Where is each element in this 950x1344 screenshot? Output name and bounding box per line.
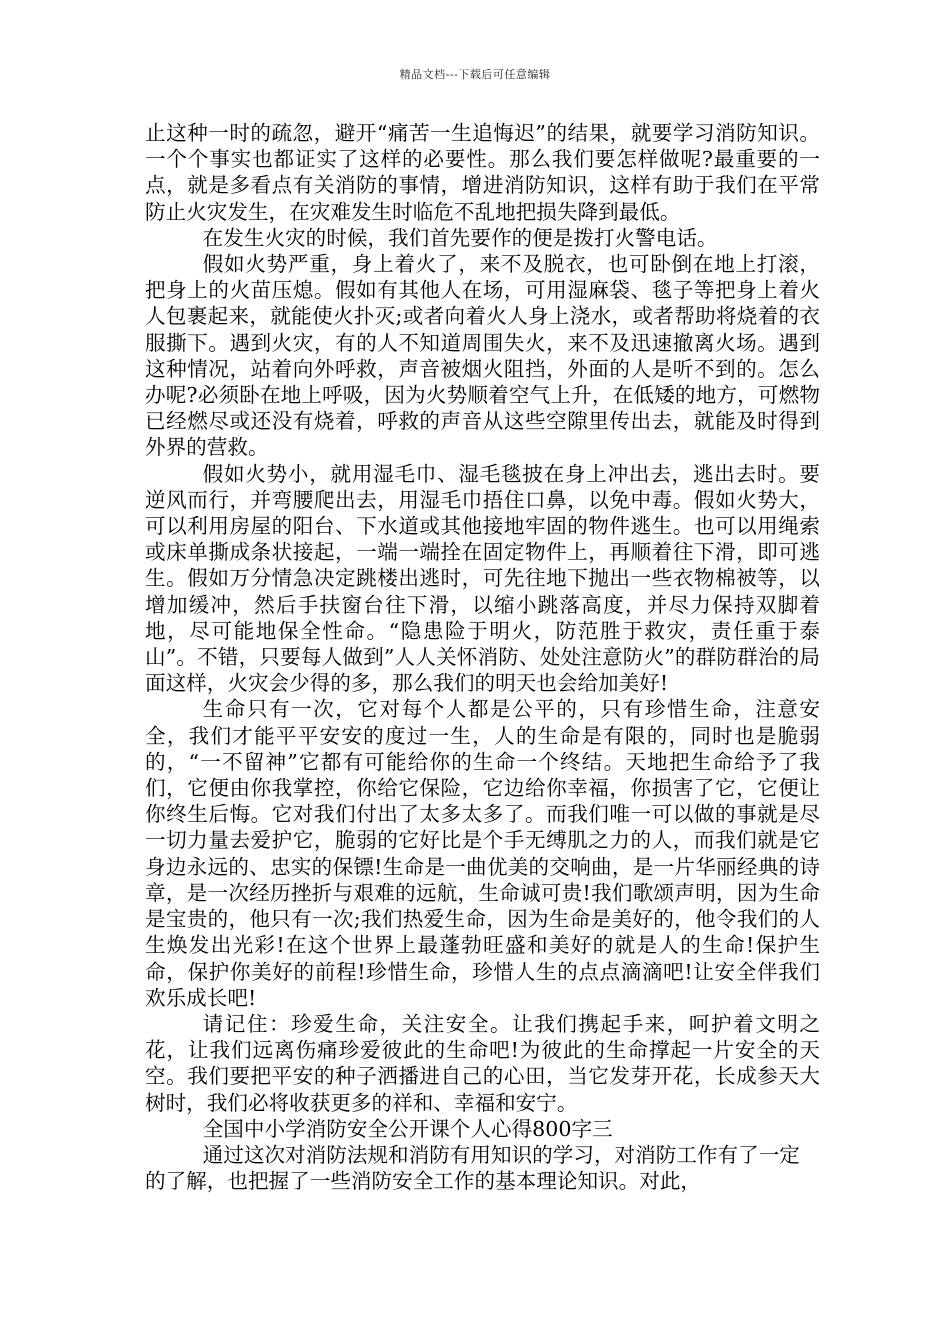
section-heading: 全国中小学消防安全公开课个人心得800字三 <box>202 1116 613 1141</box>
page-header: 精品文档---下载后可任意编辑 <box>399 68 551 81</box>
paragraph-3: 假如火势严重，身上着火了，来不及脱衣，也可卧倒在地上打滚，把身上的火苗压熄。假如有其他人在场，可用湿麻袋、毯子等把身上着火人包裹起来，就能使火扑灭;或者向着火人身上浇水，或者帮助将烧着的衣服撕下。遇到火灾，有的人不知道周围失火，来不及迅速撤离火场。遇到这种情况，站着向外呼救，声音被烟火阻挡，外面的人是听不到的。怎么办呢?必须卧在地上呼吸，因为火势顺着空气上升，在低矮的地方，可燃物已经燃尽或还没有烧着，呼救的声音从这些空隙里传出去，就能及时得到外界的营救。 <box>145 252 820 460</box>
paragraph-5: 生命只有一次，它对每个人都是公平的，只有珍惜生命，注意安全，我们才能平平安安的度过一生，人的生命是有限的，同时也是脆弱的，“一不留神”它都有可能给你的生命一个终结。天地把生命给予了我们，它便由你我掌控，你给它保险，它边给你幸福，你损害了它，它便让你终生后悔。它对我们付出了太多太多了。而我们唯一可以做的事就是尽一切力量去爱护它，脆弱的它好比是个手无缚肌之力的人，而我们就是它身边永远的、忠实的保镖!生命是一曲优美的交响曲，是一片华丽经典的诗章，是一次经历挫折与艰难的远航，生命诚可贵!我们歌颂声明，因为生命是宝贵的，他只有一次;我们热爱生命，因为生命是美好的，他令我们的人生焕发出光彩!在这个世界上最蓬勃旺盛和美好的就是人的生命!保护生命，保护你美好的前程!珍惜生命，珍惜人生的点点滴滴吧!让安全伴我们欢乐成长吧! <box>145 697 820 1010</box>
paragraph-4: 假如火势小，就用湿毛巾、湿毛毯披在身上冲出去，逃出去时。要逆风而行，并弯腰爬出去，用湿毛巾捂住口鼻，以免中毒。假如火势大，可以利用房屋的阳台、下水道或其他接地牢固的物件逃生。也可以用绳索或床单撕成条状接起，一端一端拴在固定物件上，再顺着往下滑，即可逃生。假如万分情急决定跳楼出逃时，可先往地下抛出一些衣物棉被等，以增加缓冲，然后手扶窗台往下滑，以缩小跳落高度，并尽力保持双脚着地，尽可能地保全性命。“隐患险于明火，防范胜于救灾，责任重于泰山”。不错，只要每人做到”人人关怀消防、处处注意防火”的群防群治的局面这样，火灾会少得的多，那么我们的明天也会给加美好! <box>145 461 820 696</box>
paragraph-1: 止这种一时的疏忽，避开“痛苦一生追悔迟”的结果，就要学习消防知识。一个个事实也都证实了这样的必要性。那么我们要怎样做呢?最重要的一点，就是多看点有关消防的事情，增进消防知识，这样有助于我们在平常防止火灾发生，在灾难发生时临危不乱地把损失降到最低。 <box>145 121 820 224</box>
paragraph-2: 在发生火灾的时候，我们首先要作的便是拨打火警电话。 <box>202 225 718 250</box>
paragraph-6: 请记住：珍爱生命，关注安全。让我们携起手来，呵护着文明之花，让我们远离伤痛珍爱彼此的生命吧!为彼此的生命撑起一片安全的天空。我们要把平安的种子洒播进自己的心田，当它发芽开花，长成参天大树时，我们必将收获更多的祥和、幸福和安宁。 <box>145 1011 820 1115</box>
document-body <box>145 120 820 1194</box>
paragraph-7: 通过这次对消防法规和消防有用知识的学习，对消防工作有了一定的了解，也把握了一些消防安全工作的基本理论知识。对此， <box>145 1142 800 1194</box>
